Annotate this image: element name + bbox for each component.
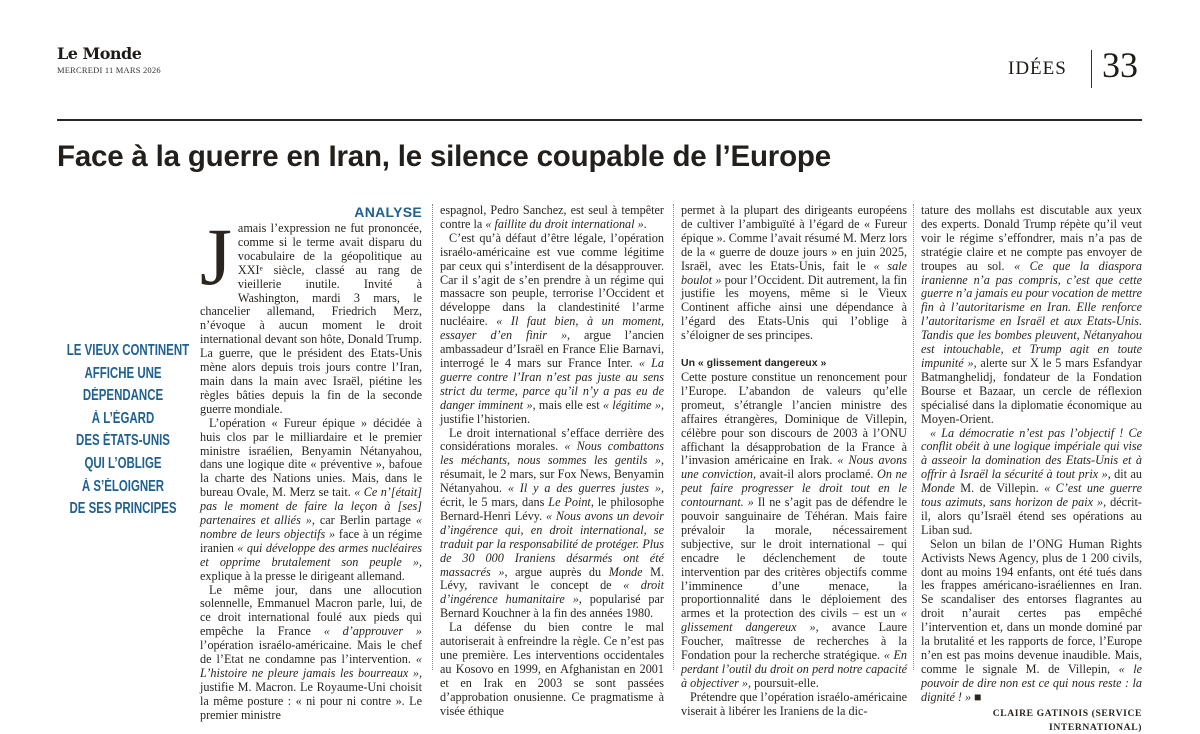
text-run: tature des mollahs est discutable aux yeux des experts. Donald Trump répète qu’il veut voir le régime s’effondrer, mais n’a pas de stratégie claire et ne compte pas envoyer de troupes au sol. [921,203,1142,273]
quote-run: Monde [608,564,643,579]
quote-run: « Ce que la diaspora iranienne n’a pas compris, c’est que cette guerre n’a jamais eu pour vocation de mettre fin à l’autoritarisme en Iran. Elle renforce l’autoritarisme en Israël et aux Etats-Unis. Tandis que les bombes pleuvent, Nétanyahou est intouchable, et Trump agit en toute impunité » [921,258,1142,370]
quote-run: « faillite du droit international » [485,216,644,231]
quote-run: « Nous combattons les méchants, nous sommes les gentils » [440,439,664,468]
text-run: , avait-il alors proclamé. [752,467,878,482]
quote-run: « L’histoire ne pleure jamais les bourreaux » [200,652,422,680]
text-run: M. Lévy, ravivant le concept de [440,564,665,593]
quote-run: « Il faut bien, à un moment, essayer d’en finir » [440,314,665,343]
text-run: , argue l’ancien ambassadeur d’Israël en France Elie Barnavi, interrogé le 4 mars sur France Inter. [440,328,665,370]
le-monde-logo: Le Monde [57,44,142,63]
pull-quote-line: LE VIEUX CONTINENT [66,342,190,359]
subheading: Un « glissement dangereux » [681,357,827,370]
pull-quote-line: À L’ÉGARD [91,409,155,427]
paragraph [921,538,1142,705]
text-run: M. de Villepin. [954,481,1045,496]
masthead [57,44,161,75]
text-run: Cette posture constitue un renoncement pour l’Europe. L’abandon de valeurs qu’elle promeut, s’étrangle l’ancien ministre des affaires étrangères, Dominique de Villepin, célèbre pour son discours de 2003 à l’ONU affichant la désapprobation de la France à l’invasion américaine en Irak. [681,369,907,468]
quote-run: « Nous avons un devoir d’ingérence qui, en droit international, se traduit par la responsabilité de protéger. Plus de 30 000 Iraniens désarmés ont été massacrés » [440,508,664,579]
text-run: pour l’Occident. Dit autrement, la fin justifie les moyens, même si le Vieux Continent affiche ainsi une dépendance à l’égard des Etats-Unis qui l’oblige à s’éloigner de ses principes. [681,272,907,343]
column-text [681,371,907,719]
pull-quote-line: DE SES PRINCIPES [69,500,177,518]
paragraph [921,204,1142,427]
article-column-4 [921,203,1142,733]
section-label: IDÉES [1008,58,1067,79]
text-run: , justifie M. Macron. Le Royaume-Uni choisit la même posture : « ni pour ni contre ». Le premier ministre [200,666,422,722]
quote-run: « qui développe des armes nucléaires et opprime brutalement son peuple » [200,540,422,569]
text-run: permet à la plupart des dirigeants européens de cultiver l’ambiguïté à l’égard de « Fureur épique ». Comme l’avait résumé M. Merz lors de la « guerre de douze jours » en juin 2025, Israël, avec les Etats-Unis, fait le [681,203,907,273]
text-run: , résumait, le 2 mars, sur Fox News, Benyamin Nétanyahou. [440,453,664,496]
column-text [440,204,664,719]
text-run: , popularisé par Bernard Kouchner à la fin des années 1980. [440,592,664,621]
quote-run: « C’est une guerre tous azimuts, sans horizon de paix » [921,481,1142,510]
text-run: , alerte sur X le 5 mars Esfandyar Batmanghelidj, fondateur de la Fondation Bourse et Bazaar, un cercle de réflexion spécialisé dans la diplomatie économique au Moyen-Orient. [921,355,1142,426]
issue-date: MERCREDI 11 MARS 2026 [57,65,161,75]
column-divider [673,204,674,670]
text-run: , car Berlin partage [311,513,416,528]
text-run: C’est qu’à défaut d’être légale, l’opération israélo-américaine est vue comme légitime par ceux qui s’interdisent de la désapprouver. Car il s’agit de s’en prendre à un régime qui massacre son peuple, terrorise l’Occident et développe dans la clandestinité l’arme nucléaire. [440,230,664,329]
paragraph [440,204,664,232]
text-run: Il ne s’agit pas de défendre le pouvoir sanguinaire de Téhéran. Mais faire prévaloir la morale, nécessairement subjective, sur le droit international – qui encadre le déclenchement de toute intervention par des critères objectifs comme l’imminence d’une menace, la proportionnalité dans le déploiement des armes et la protection des civils – est un [681,495,907,621]
text-run: , décrit-il, alors qu’Israël étend ses opérations au Liban sud. [921,495,1142,537]
paragraph [200,417,422,584]
quote-run: « le pouvoir de dire non est ce qui nous reste : la dignité ! » [921,661,1142,704]
article-column-2 [440,203,665,718]
pull-quote-line: AFFICHE UNE [84,364,162,382]
paragraph [681,691,907,719]
column-text [681,204,907,343]
text-run: . [643,216,647,231]
header-rule [57,119,1142,121]
quote-run: « nombre de leurs objectifs » [200,513,422,541]
drop-cap: J [200,211,232,302]
text-run: , justifie l’historien. [440,397,664,426]
pull-quote-line: QUI L’OBLIGE [84,454,162,472]
text-run: ■ [971,689,982,704]
paragraph [440,232,664,427]
paragraph [681,204,907,343]
text-run: , mais elle est [532,397,603,412]
quote-run: « La guerre contre l’Iran n’est pas juste au sens strict du terme, parce qu’il n’y a pas eu de danger imminent » [440,355,664,412]
text-run: , le philosophe Bernard-Henri Lévy. [440,495,664,523]
text-run: amais l’expression ne fut prononcée, comme si le terme avait disparu du vocabulaire de la géopolitique au XXIᵉ siècle, classé au rang de vieillerie inutile. Invité à Washington, mardi 3 mars, le chancelier allemand, Friedrich Merz, n’évoque à aucun moment le droit international devant son hôte, Donald Trump. La guerre, que le président des Etats-Unis mène alors depuis trois jours contre l’Iran, main dans la main avec Israël, piétine les règles bâties depuis la fin de la seconde guerre mondiale. [200,221,422,416]
quote-run: Le Point [548,495,591,510]
text-run: Selon un bilan de l’ONG Human Rights Activists News Agency, plus de 1 200 civils, dont au moins 194 enfants, ont été tués dans les frappes américano-israéliennes en Iran. Se scandaliser des entorses flagrantes au droit n’aurait certes pas empêché l’intervention et, dans un monde dominé par la brutalité et les rapports de force, l’Europe n’en est pas moins devenue inaudible. Mais, comme le signale M. de Villepin, [921,536,1142,676]
column-divider [913,204,914,670]
text-run: Prétendre que l’opération israélo-américaine viserait à libérer les Iraniens de la dic- [681,689,907,718]
text-run: La défense du bien contre le mal autoriserait à enfreindre la règle. Ce n’est pas une première. Les interventions occidentales au Kosovo en 1999, en Afghanistan en 2001 et en Irak en 2003 se sont passées d’approbation onusienne. Ce pragmatisme à visée éthique [440,620,664,718]
text-run: Le droit international s’efface derrière des considérations morales. [440,425,664,454]
quote-run: « sale boulot » [681,258,907,287]
quote-run: « droit d’ingérence humanitaire » [440,578,665,607]
text-run: L’opération « Fureur épique » décidée à huis clos par le milliardaire et le premier ministre israélien, Benyamin Nétanyahou, dans une logique dite « préventive », bafoue la charte des Nations unies. Mais, dans le bureau Ovale, M. Merz se tait. [200,415,422,500]
paragraph [921,427,1142,538]
author-byline: CLAIRE GATINOIS (SERVICE INTERNATIONAL) [992,707,1142,733]
quote-run: On ne peut faire progresser le droit tout en le contournant. » [681,467,908,510]
text-run: espagnol, Pedro Sanchez, est seul à tempêter contre la [440,203,664,231]
text-run: , explique à la presse le dirigeant allemand. [200,554,422,583]
column-divider [432,204,433,670]
quote-run: « Ce n’[était] pas le moment de faire la leçon à [ses] partenaires et alliés » [200,485,422,528]
header-divider [1091,50,1092,88]
quote-run: « légitime » [602,397,661,412]
quote-run: « Nous avons une conviction [681,453,907,482]
quote-run: « d’approuver » [323,624,422,639]
pull-quote-line: DÉPENDANCE [82,387,164,405]
text-run: , avance Laure Foucher, maîtresse de recherches à la Fondation pour la recherche stratégique. [681,620,907,663]
quote-run: « glissement dangereux » [681,606,907,635]
quote-run: « En perdant l’outil du droit on perd notre capacité à objectiver » [681,648,907,690]
text-run: l’opération israélo-américaine. Mais le chef de l’Etat ne condamne pas l’intervention. [200,638,422,667]
text-run: , écrit, le 5 mars, dans [440,481,664,510]
page-number: 33 [1102,45,1138,85]
paragraph [200,584,422,723]
article-kicker: ANALYSE [354,204,422,220]
text-run: , dit au [1107,467,1142,482]
text-run: , poursuit-elle. [748,675,819,690]
article-column-1 [200,204,422,722]
pull-quote-line: DES ÉTATS-UNIS [76,432,170,450]
quote-run: Monde [921,481,955,496]
article-column-3 [681,203,908,718]
pull-quote [47,340,199,521]
quote-run: « Il y a des guerres justes » [507,481,661,496]
paragraph [681,371,907,691]
pull-quote-line: À S’ÉLOIGNER [81,477,165,495]
text-run: Le même jour, dans une allocution solennelle, Emmanuel Macron parle, lui, de ce droit international foulé aux pieds qui empêche la France [200,582,422,639]
paragraph [440,427,664,622]
text-run: , argue auprès du [504,564,609,579]
quote-run: « La démocratie n’est pas l’objectif ! Ce conflit obéit à une logique impériale qui vise à asseoir la domination des Etats-Unis et à offrir à Israël la sécurité à tout prix » [921,425,1142,482]
column-text [921,204,1142,705]
article-title: Face à la guerre en Iran, le silence coupable de l’Europe [57,140,831,173]
text-run: face à un régime iranien [200,526,422,555]
paragraph [440,621,664,718]
